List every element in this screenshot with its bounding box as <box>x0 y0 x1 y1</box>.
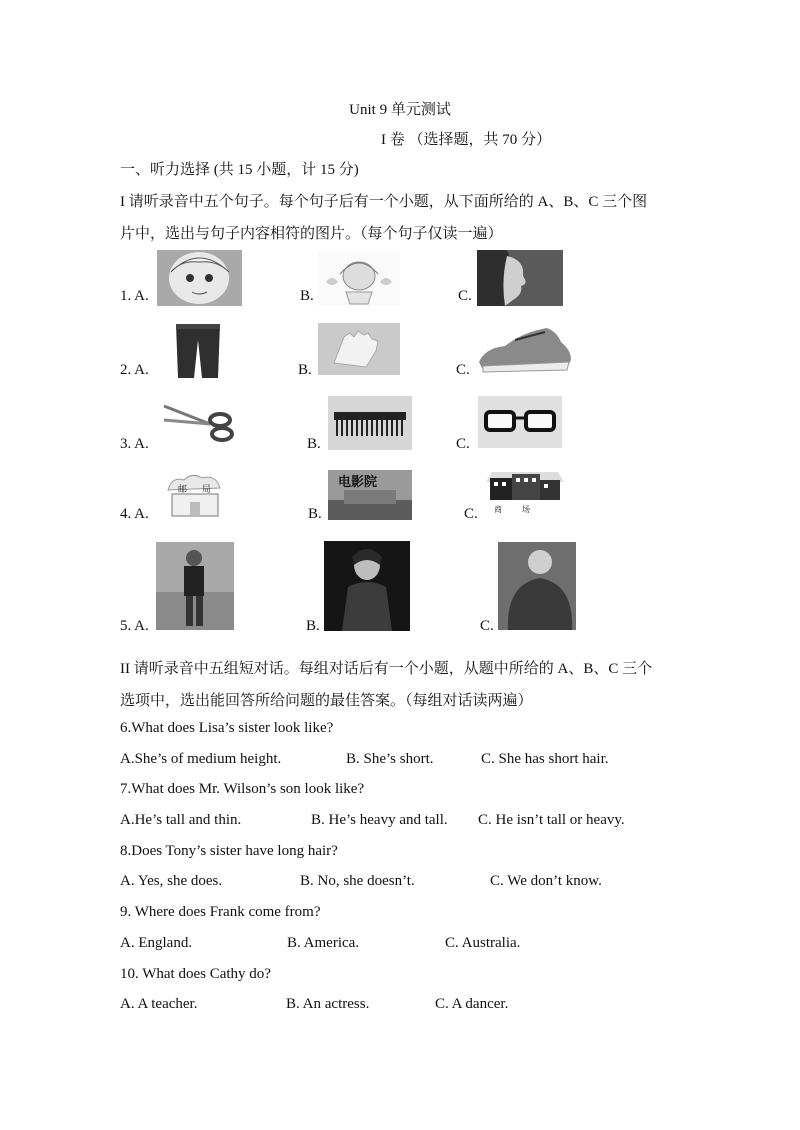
item-2-label: 2. A. <box>120 362 149 378</box>
cinema-image <box>328 470 412 520</box>
item-4-label: 4. A. <box>120 506 149 522</box>
question-6: 6.What does Lisa’s sister look like? <box>120 720 334 736</box>
q7-option-a: A.He’s tall and thin. <box>120 812 242 828</box>
man-in-coat-image <box>324 541 410 631</box>
mall-char-2: 场 <box>522 505 530 514</box>
gloves-image <box>318 323 400 375</box>
q6-option-a: A.She’s of medium height. <box>120 751 282 767</box>
item-4-c-label: C. <box>464 506 478 522</box>
man-standing-image <box>156 542 234 630</box>
item-2-b-label: B. <box>298 362 312 378</box>
girl-cartoon-image <box>157 250 242 306</box>
item-1-c-label: C. <box>458 288 472 304</box>
q10-option-c: C. A dancer. <box>435 996 509 1012</box>
question-7: 7.What does Mr. Wilson’s son look like? <box>120 781 365 797</box>
q9-option-c: C. Australia. <box>445 935 521 951</box>
section-heading: 一、听力选择 (共 15 小题，计 15 分) <box>120 162 359 178</box>
item-4-b-label: B. <box>308 506 322 522</box>
question-9: 9. Where does Frank come from? <box>120 904 321 920</box>
glasses-image <box>478 396 562 448</box>
q9-option-b: B. America. <box>287 935 360 951</box>
item-3-c-label: C. <box>456 436 470 452</box>
item-1-label: 1. A. <box>120 288 149 304</box>
item-2-c-label: C. <box>456 362 470 378</box>
q10-option-b: B. An actress. <box>286 996 370 1012</box>
post-office-char-1: 邮 <box>178 485 188 495</box>
page-title: Unit 9 单元测试 <box>349 102 451 118</box>
cinema-sign-text: 电影院 <box>338 475 378 490</box>
q6-option-c: C. She has short hair. <box>481 751 609 767</box>
q8-option-c: C. We don’t know. <box>490 873 602 889</box>
post-office-image <box>162 472 228 520</box>
heavy-man-image <box>498 542 576 630</box>
woman-profile-image <box>477 250 563 306</box>
subtitle-text: I 卷 （选择题，共 70 分） <box>381 132 551 148</box>
comb-image <box>328 396 412 450</box>
item-1-b-label: B. <box>300 288 314 304</box>
part1-instruction-line1: I 请听录音中五个句子。每个句子后有一个小题，从下面所给的 A、B、C 三个图 <box>120 194 648 210</box>
q7-option-b: B. He’s heavy and tall. <box>311 812 448 828</box>
item-3-b-label: B. <box>307 436 321 452</box>
girl-sketch-image <box>318 252 400 306</box>
part2-instruction-line1: II 请听录音中五组短对话。每组对话后有一个小题，从题中所给的 A、B、C 三个 <box>120 661 653 677</box>
scissors-image <box>160 398 240 446</box>
item-5-b-label: B. <box>306 618 320 634</box>
item-5-label: 5. A. <box>120 618 149 634</box>
question-10: 10. What does Cathy do? <box>120 966 271 982</box>
sneaker-image <box>475 322 575 376</box>
q8-option-a: A. Yes, she does. <box>120 873 223 889</box>
shopping-mall-image <box>480 466 570 516</box>
post-office-char-2: 局 <box>202 485 212 495</box>
q9-option-a: A. England. <box>120 935 193 951</box>
item-3-label: 3. A. <box>120 436 149 452</box>
question-8: 8.Does Tony’s sister have long hair? <box>120 843 338 859</box>
q7-option-c: C. He isn’t tall or heavy. <box>478 812 625 828</box>
item-5-c-label: C. <box>480 618 494 634</box>
part2-instruction-line2: 选项中，选出能回答所给问题的最佳答案。（每组对话读两遍） <box>120 693 533 709</box>
q6-option-b: B. She’s short. <box>346 751 434 767</box>
part1-instruction-line2: 片中，选出与句子内容相符的图片。（每个句子仅读一遍） <box>120 226 503 242</box>
q10-option-a: A. A teacher. <box>120 996 198 1012</box>
mall-char-1: 商 <box>494 505 502 514</box>
jeans-image <box>172 322 224 378</box>
q8-option-b: B. No, she doesn’t. <box>300 873 415 889</box>
